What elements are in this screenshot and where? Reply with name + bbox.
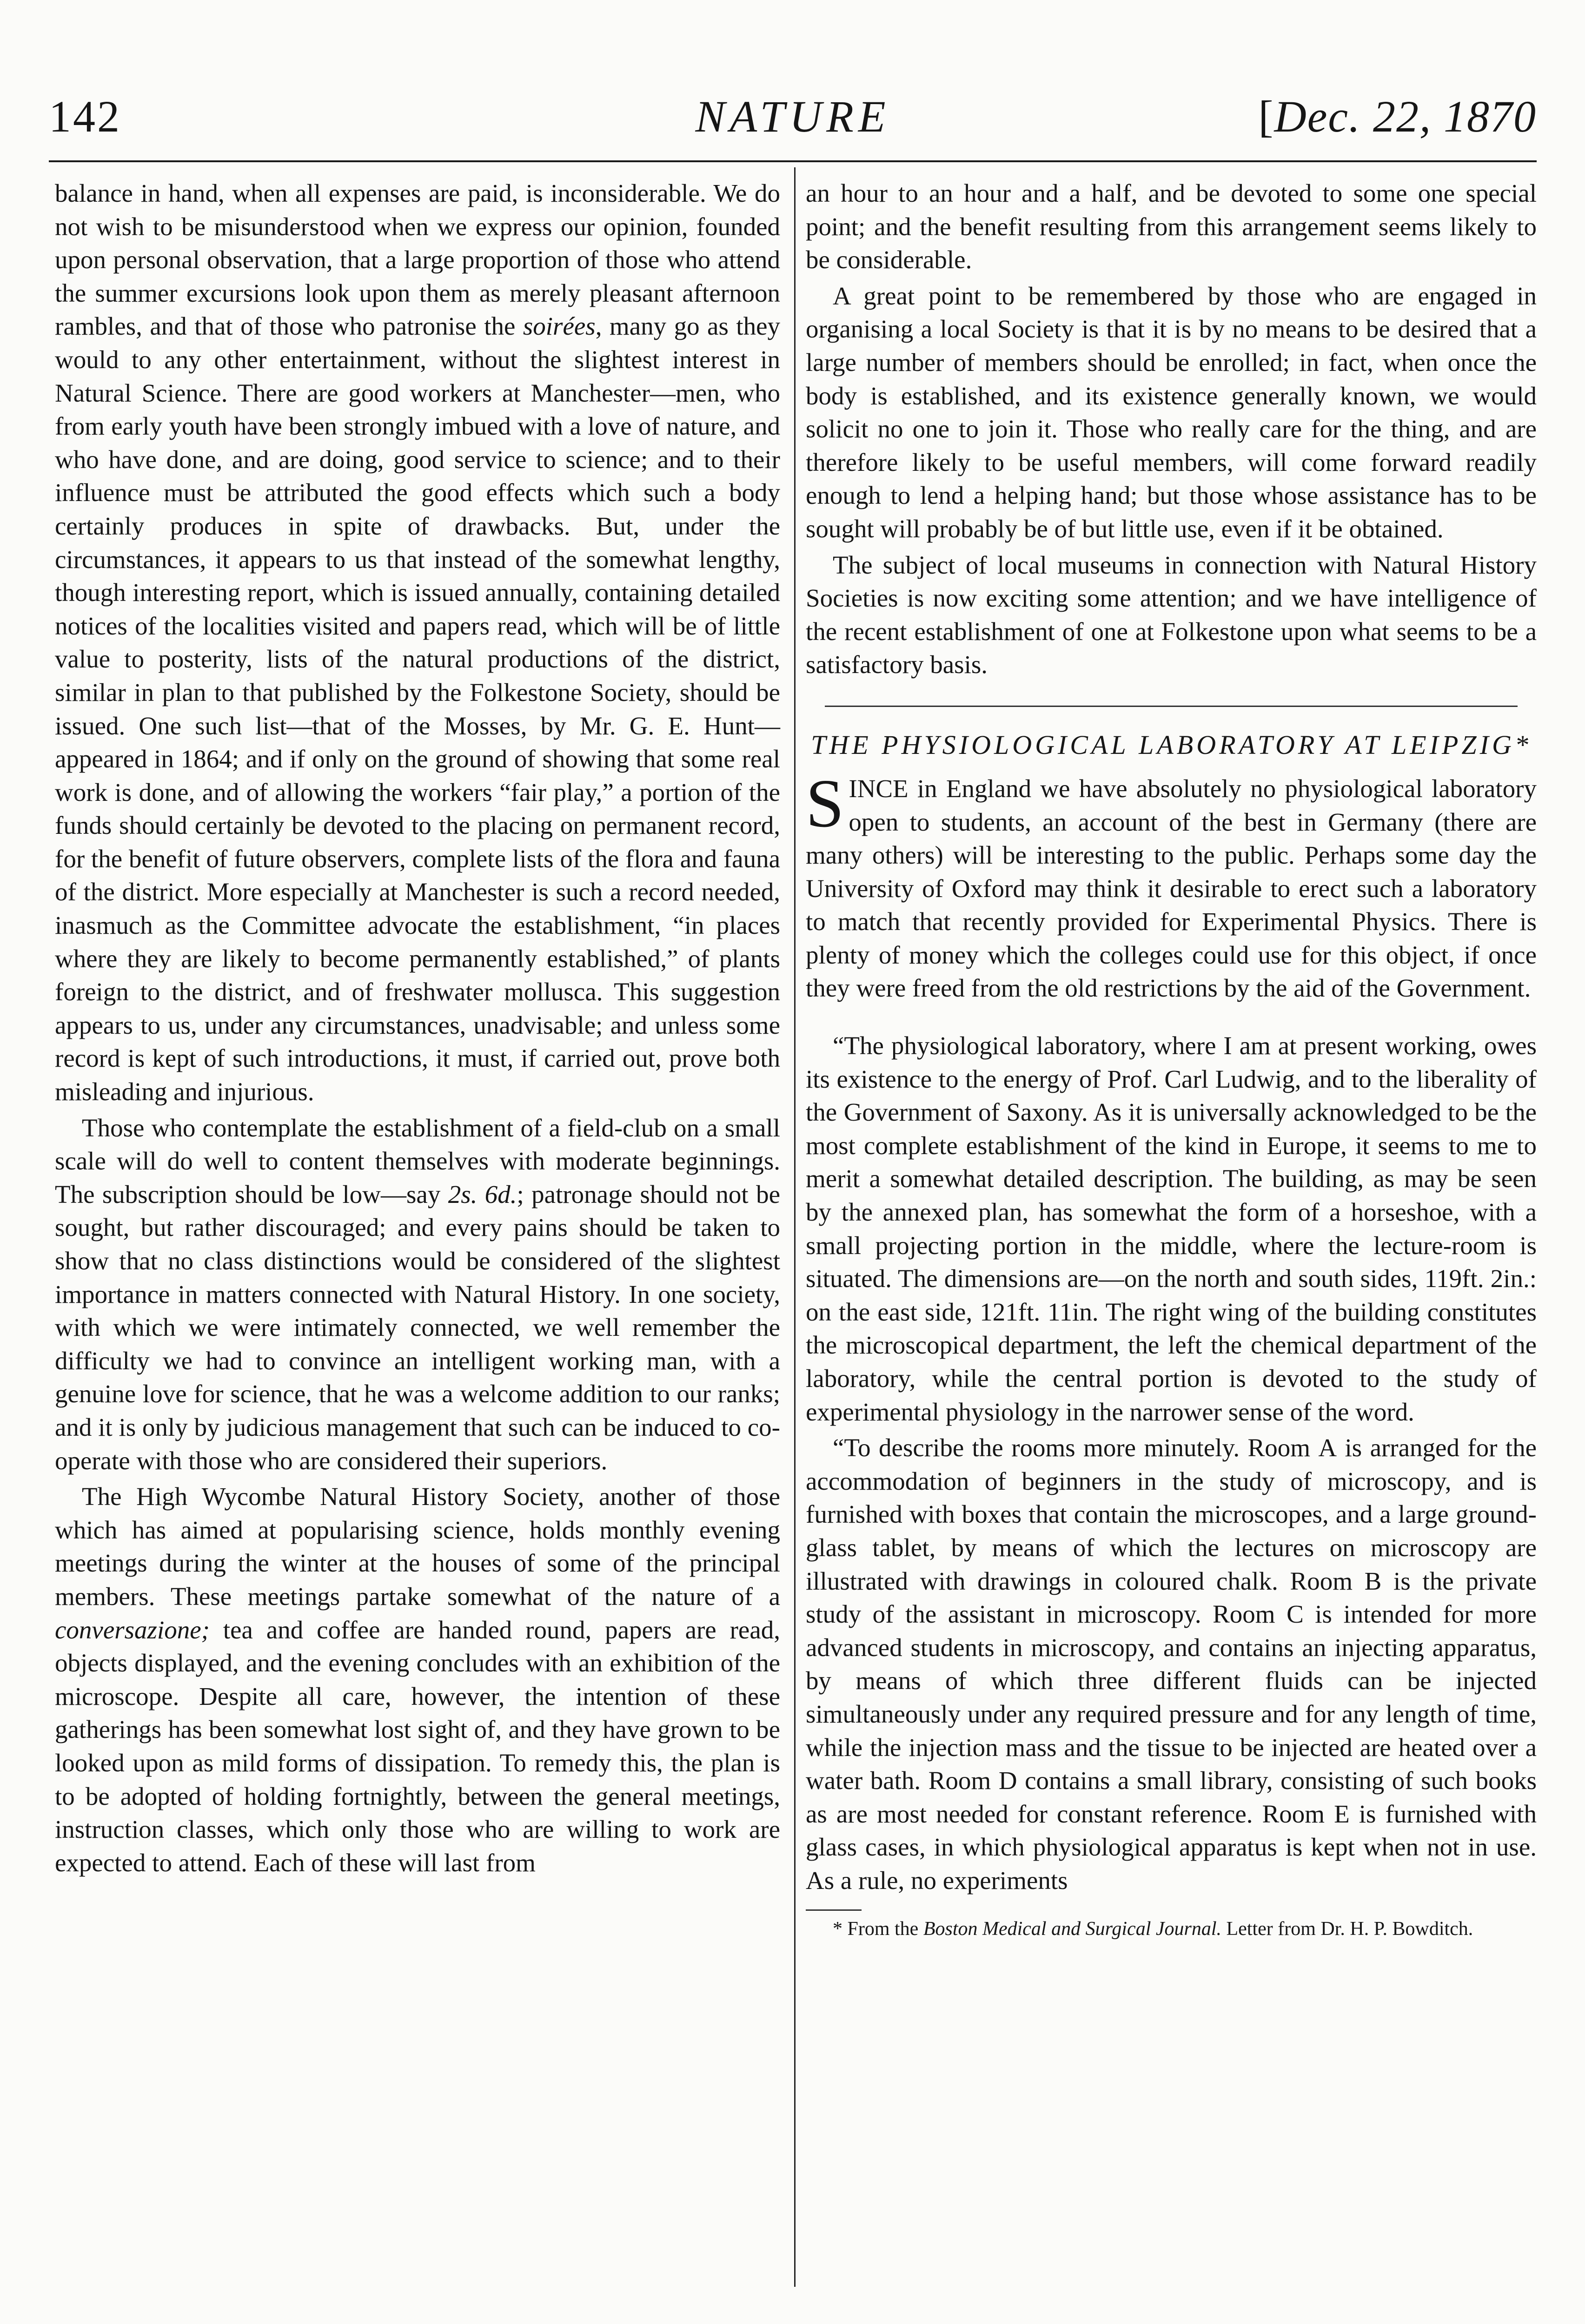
issue-date-text: Dec. 22, 1870 (1274, 92, 1537, 141)
text-run: is the private study of the assistant in microscopy. Room (806, 1566, 1537, 1629)
page-header (49, 82, 1537, 152)
italic-term: conversazione; (55, 1615, 210, 1644)
room-label: A (1318, 1433, 1337, 1462)
paragraph (55, 1111, 780, 1478)
text-run: balance in hand, when all expenses are paid, is inconsiderable. We do not wish to be misunderstood when we express our opinion, founded upon personal observation, that a large proportion of those who attend the summer excursions look upon them as merely pleasant afternoon rambles, and that of those who patronise the (55, 179, 780, 341)
paragraph: A great point to be remembered by those who are engaged in organising a local Society is that it is by no means to be desired that a large number of members should be enrolled; in fact, when once the body is established, and its existence generally known, we would solicit no one to join it. Those who really care for the thing, and are therefore likely to be useful members, will come forward readily enough to lend a helping hand; but those whose assistance has to be sought will probably be of but little use, even if it be obtained. (806, 281, 1537, 543)
paragraph: “The physiological laboratory, where I am at present working, owes its existence to the energy of Prof. Carl Ludwig, and to the liberality of the Government of Saxony. As it is universally acknowledged to be the most complete establishment of the kind in Europe, it seems to me to merit a somewhat detailed description. The building, as may be seen by the annexed plan, has somewhat the form of a horseshoe, with a small projecting portion in the middle, where the lecture-room is situated. The dimensions are—on the north and south sides, 119ft. 2in.: on the east side, 121ft. 11in. The right wing of the building constitutes the microscopical department, the left the chemical department of the laboratory, while the central portion is devoted to the study of experimental physiology in the narrower sense of the word. (806, 1031, 1537, 1426)
issue-date: [Dec. 22, 1870 (1258, 92, 1537, 141)
text-run: is furnished with glass cases, in which physiological apparatus is kept when not in use. As a rule, no experiments (806, 1799, 1537, 1895)
text-run: is intended for more advanced students in microscopy, and contains an injecting apparatus, by means of which three different fluids can be injected simultaneously under any required pressure and for any length of time, while the injection mass and the tissue to be injected are heated over a water bath. Room (806, 1600, 1537, 1795)
right-column (806, 177, 1537, 1941)
paragraph: The subject of local museums in connection with Natural History Societies is now exciting some attention; and we have intelligence of the recent establishment of one at Folkestone upon what seems to be a satisfactory basis. (806, 550, 1537, 679)
room-label: C (1287, 1600, 1304, 1629)
italic-money: 2s. 6d. (448, 1180, 517, 1208)
room-label: D (998, 1766, 1017, 1795)
text-run: The High Wycombe Natural History Society, another of those which has aimed at popularising science, holds monthly evening meetings during the winter at the houses of some of the principal members. These meetings partake somewhat of the nature of a (55, 1482, 780, 1611)
text-run: is arranged for the accommodation of beginners in the study of microscopy, and is furnished with boxes that contain the microscopes, and a large ground-glass tablet, by means of which the lectures on microscopy are illustrated with drawings in coloured chalk. Room (806, 1433, 1537, 1595)
text-run: Those who contemplate the establishment of a field-club on a small scale will do well to content themselves with moderate beginnings. The subscription should be low—say (55, 1113, 780, 1208)
text-run: “To describe the rooms more minutely. Room (833, 1433, 1319, 1462)
section-title: THE PHYSIOLOGICAL LABORATORY AT LEIPZIG* (811, 729, 1532, 760)
header-rule (49, 160, 1537, 162)
footnote-rule (806, 1909, 862, 1911)
journal-name: Boston Medical and Surgical Journal. (923, 1918, 1222, 1940)
text-run: tea and coffee are handed round, papers are read, objects displayed, and the evening concludes with an exhibition of the microscope. Despite all care, however, the intention of these gatherings has been somewhat lost sight of, and they have grown to be looked upon as mild forms of dissipation. To remedy this, the plan is to be adopted of holding fortnightly, between the general meetings, instruction classes, which only those who are willing to work are expected to attend. Each of these will last from (55, 1615, 780, 1877)
column-divider (794, 167, 796, 2287)
room-label: E (1334, 1799, 1350, 1828)
footnote (806, 1917, 1537, 1941)
section-rule (825, 706, 1518, 707)
paragraph (55, 177, 780, 1109)
text-run: contains a small library, consisting of such books as are most needed for constant reference. Room (806, 1766, 1537, 1828)
paragraph (806, 765, 1537, 1005)
text-run: ; patronage should not be sought, but rather discouraged; and every pains should be taken to show that no class distinctions would be considered of the slightest importance in matters connected with Natural History. In one society, with which we were intimately connected, we well remember the difficulty we had to convince an intelligent working man, with a genuine love for science, that he was a welcome addition to our ranks; and it is only by judicious management that such can be induced to co-operate with those who are considered their superiors. (55, 1180, 781, 1475)
text-run: , many go as they would to any other entertainment, without the slightest interest in Natural Science. There are good workers at Manchester—men, who from early youth have been strongly imbued with a love of nature, and who have done, and are doing, good service to science; and to their influence must be attributed the good effects which such a body certainly produces in spite of drawbacks. But, under the circumstances, it appears to us that instead of the somewhat lengthy, though interesting report, which is issued annually, containing detailed notices of the localities visited and papers read, which will be of little value to posterity, lists of the natural productions of the district, similar in plan to that published by the Folkestone Society, should be issued. One such list—that of the Mosses, by Mr. G. E. Hunt—appeared in 1864; and if only on the ground of showing that some real work is done, and of allowing the workers “fair play,” a portion of the funds should certainly be devoted to the placing on permanent record, for the benefit of future observers, complete lists of the flora and fauna of the district. More especially at Manchester is such a record needed, inasmuch as the Committee advocate the establishment, “in places where they are likely to become permanently established,” of plants foreign to the district, and of freshwater mollusca. This suggestion appears to us, under any circumstances, unadvisable; and unless some record is kept of such introductions, it must, if carried out, prove both misleading and injurious. (55, 312, 781, 1106)
paragraph: an hour to an hour and a half, and be devoted to some one special point; and the benefit resulting from this arrangement seems likely to be considerable. (806, 179, 1537, 274)
page-number: 142 (49, 92, 121, 141)
room-label: B (1364, 1566, 1382, 1595)
paragraph (55, 1480, 780, 1879)
text-run: * From the (833, 1918, 923, 1940)
italic-term: soirées (523, 312, 596, 341)
paragraph (806, 1431, 1537, 1897)
left-column (55, 177, 780, 1879)
drop-cap: S (806, 765, 844, 842)
journal-title: NATURE (695, 92, 890, 141)
small-caps-run: INCE (849, 774, 909, 803)
text-run: Letter from Dr. H. P. Bowditch. (1221, 1918, 1473, 1940)
text-run: in England we have absolutely no physiological laboratory open to students, an account of the best in Germany (there are many others) will be interesting to the public. Perhaps some day the University of Oxford may think it desirable to erect such a laboratory to match that recently provided for Experimental Physics. There is plenty of money which the colleges could use for this object, if once they were freed from the old restrictions by the aid of the Government. (806, 774, 1537, 1003)
